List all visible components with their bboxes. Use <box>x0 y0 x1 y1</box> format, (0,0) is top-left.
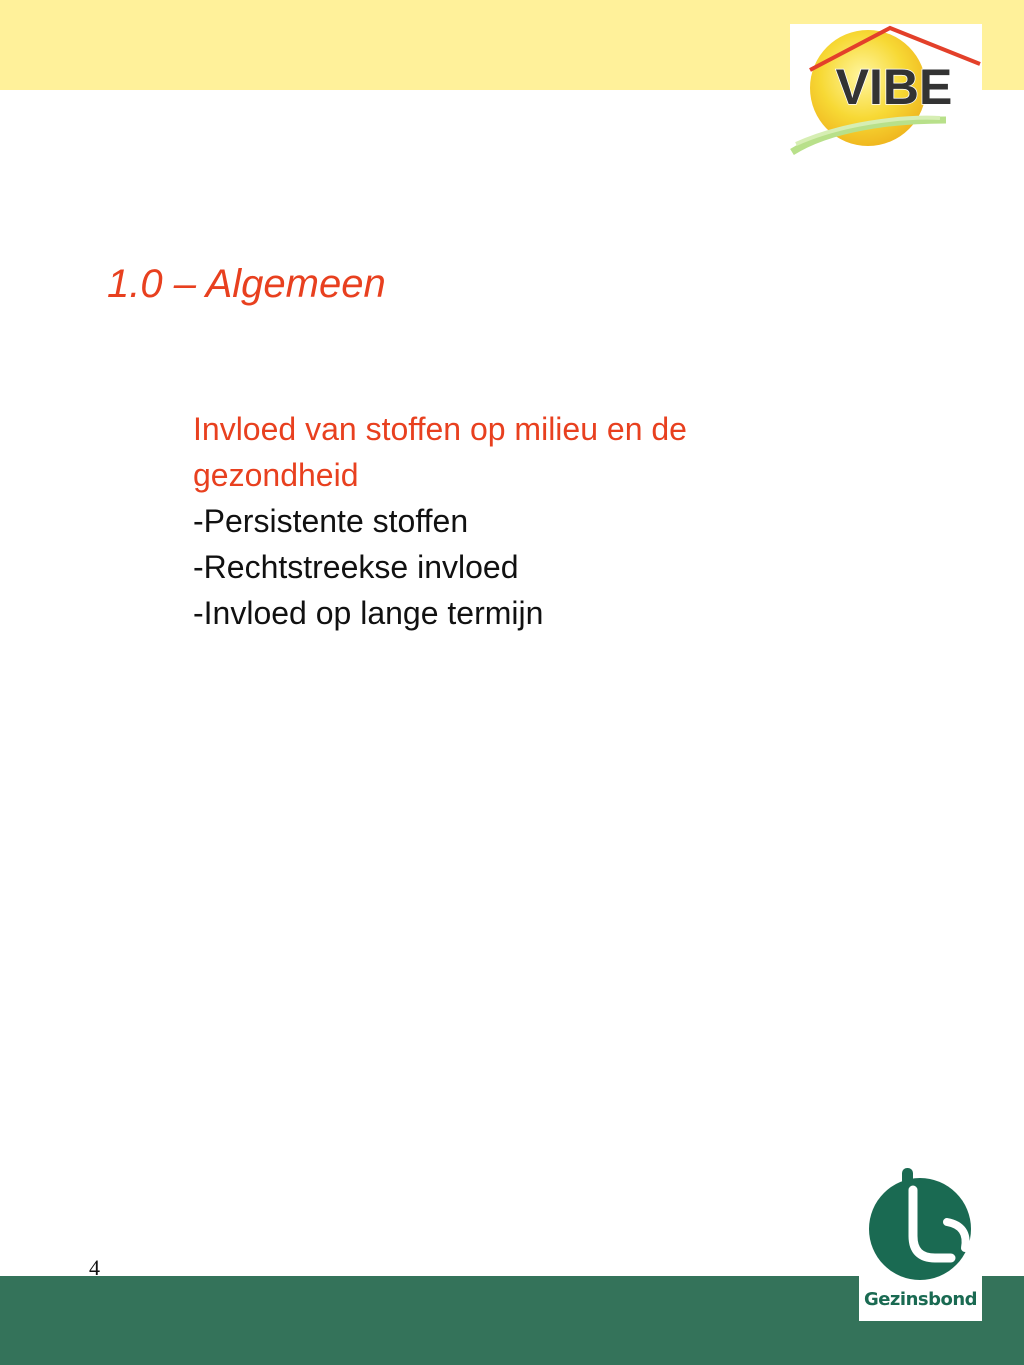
gezinsbond-emblem-icon <box>859 1162 982 1292</box>
bullet-item: -Rechtstreekse invloed <box>193 549 519 585</box>
bullet-item: -Persistente stoffen <box>193 503 469 539</box>
bullet-list <box>193 498 833 636</box>
slide-title: 1.0 – Algemeen <box>107 262 386 306</box>
gezinsbond-wordmark: Gezinsbond <box>863 1289 978 1310</box>
bullet-item: -Invloed op lange termijn <box>193 595 544 631</box>
gezinsbond-logo <box>859 1162 982 1321</box>
slide-content <box>193 406 833 636</box>
vibe-logo <box>790 24 982 158</box>
intro-text: Invloed van stoffen op milieu en de gezondheid <box>193 411 687 493</box>
page-number: 4 <box>89 1255 100 1280</box>
vibe-logo-icon <box>790 24 982 158</box>
vibe-logo-wordmark: VIBE <box>835 59 953 115</box>
